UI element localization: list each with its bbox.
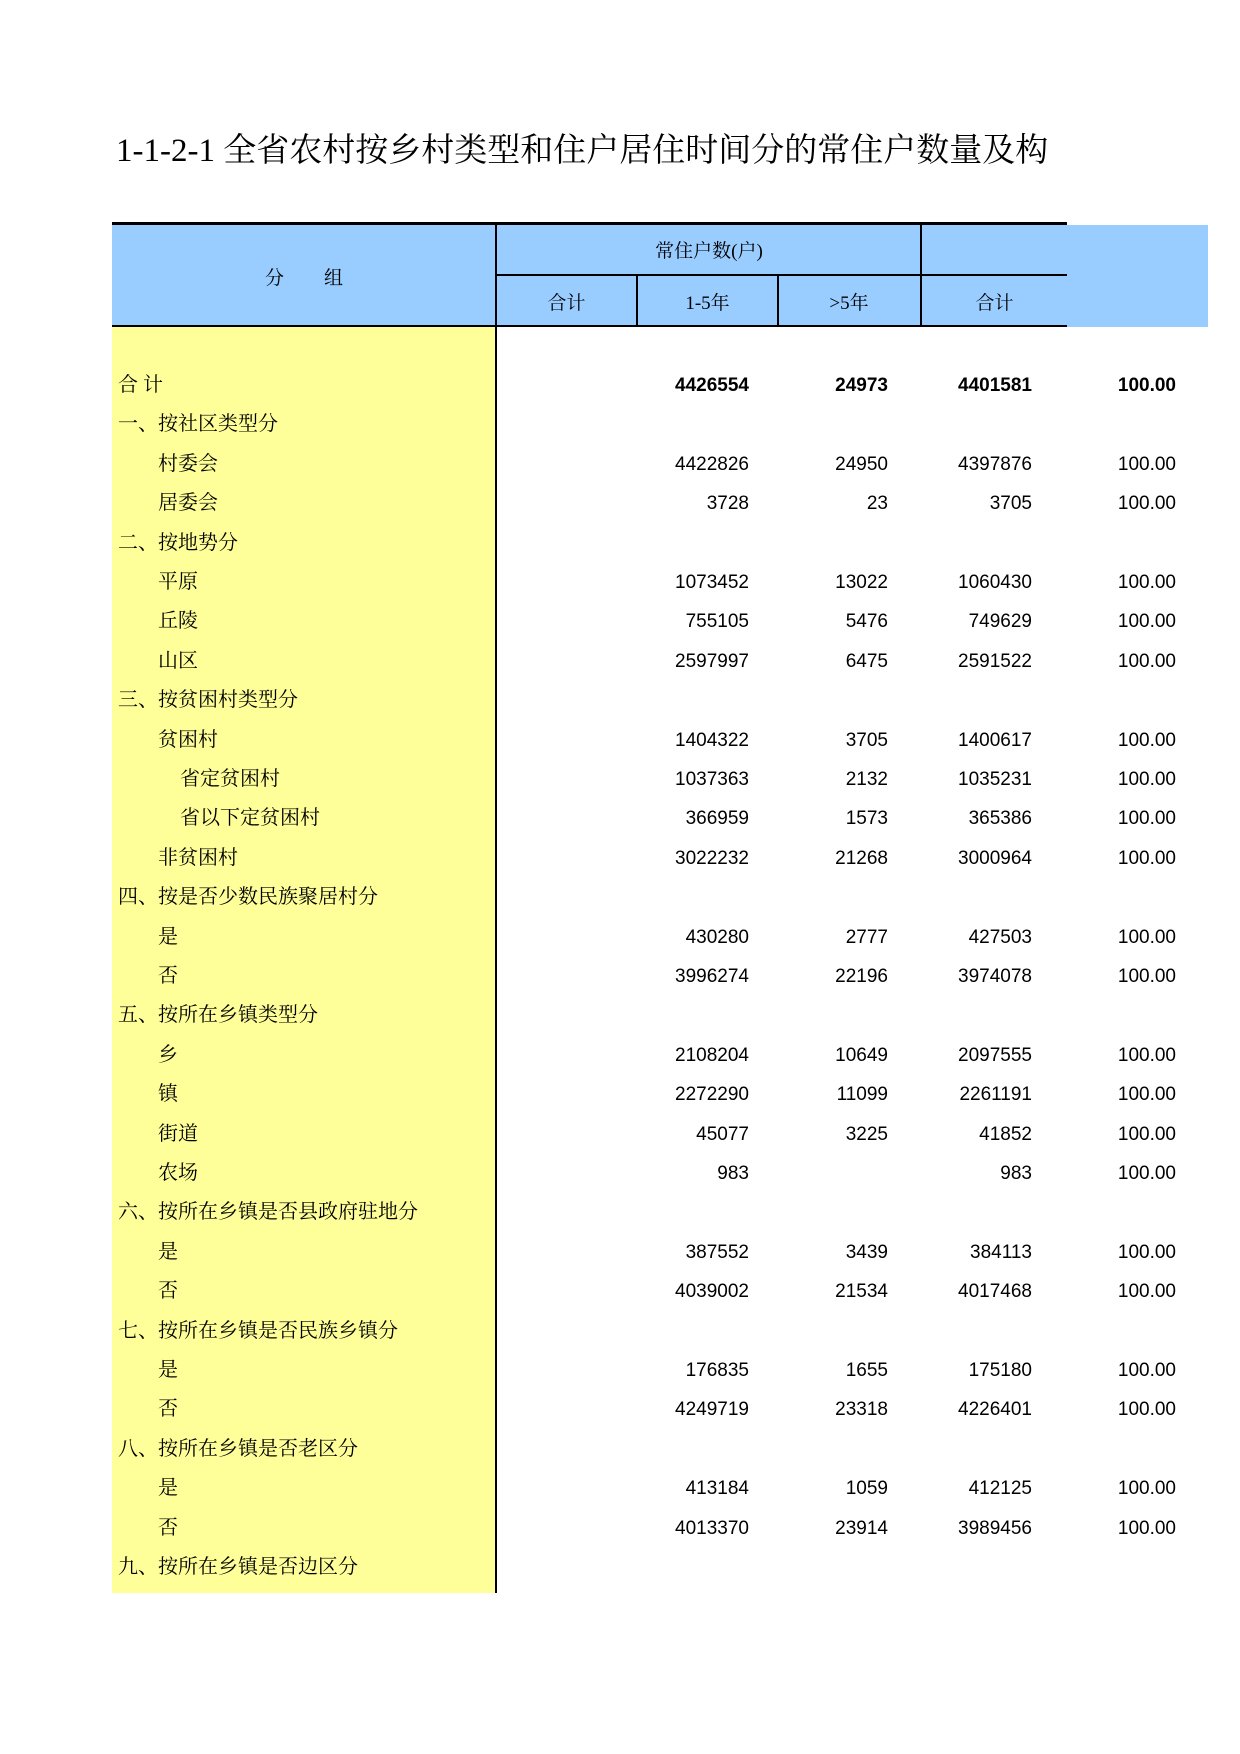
cell-total-pct — [1032, 524, 1176, 564]
header-divider — [636, 276, 638, 327]
cell-1-5-years — [749, 524, 888, 564]
cell-total-pct: 100.00 — [1117, 1517, 1176, 1539]
cell-1-5-years — [749, 1193, 888, 1233]
cell-1-5-years: 2132 — [845, 769, 888, 790]
cell-1-5-years: 23 — [866, 493, 888, 515]
cell-gt5-years: 2097555 — [958, 1044, 1032, 1066]
cell-1-5-years: 22196 — [835, 966, 888, 987]
cell-gt5-years: 3000964 — [958, 847, 1032, 869]
row-label: 农场 — [158, 1162, 198, 1184]
cell-total: 4422826 — [675, 453, 749, 475]
cell-total-pct: 100.00 — [1117, 1478, 1176, 1500]
row-label: 否 — [158, 1280, 178, 1303]
cell-total-pct — [1032, 1548, 1176, 1588]
cell-gt5-years: 4397876 — [958, 453, 1032, 475]
table-row — [112, 1115, 1176, 1155]
cell-gt5-years: 175180 — [968, 1360, 1032, 1381]
cell-gt5-years: 2591522 — [958, 650, 1032, 672]
cell-total-pct — [1032, 878, 1176, 918]
cell-gt5-years — [888, 1548, 1032, 1588]
row-label: 丘陵 — [158, 610, 198, 633]
cell-total — [504, 1430, 749, 1470]
cell-total — [504, 524, 749, 564]
cell-gt5-years: 2261191 — [959, 1084, 1032, 1106]
col-header-gt5-years: >5年 — [829, 293, 869, 314]
cell-total: 4249719 — [675, 1399, 749, 1421]
cell-1-5-years: 21268 — [835, 847, 888, 869]
cell-total: 3996274 — [675, 966, 749, 987]
table-row — [112, 957, 1176, 997]
cell-total: 1404322 — [675, 729, 749, 751]
cell-total-pct — [1032, 1312, 1176, 1352]
cell-total-pct: 100.00 — [1117, 966, 1176, 987]
cell-1-5-years: 1059 — [845, 1478, 888, 1500]
cell-gt5-years: 4226401 — [958, 1399, 1032, 1421]
cell-total — [504, 405, 749, 445]
cell-total-pct: 100.00 — [1117, 1241, 1176, 1263]
cell-total: 2597997 — [675, 650, 749, 672]
cell-1-5-years: 23318 — [835, 1399, 888, 1421]
cell-total: 3728 — [706, 493, 749, 515]
row-label: 山区 — [158, 649, 198, 672]
group-header — [112, 225, 496, 327]
cell-gt5-years — [888, 405, 1032, 445]
cell-total: 45077 — [696, 1123, 749, 1145]
table-row — [112, 1312, 1067, 1352]
cell-total-pct: 100.00 — [1117, 1360, 1176, 1381]
table-header — [112, 225, 1208, 327]
cell-total-pct: 100.00 — [1117, 729, 1176, 751]
cell-1-5-years: 21534 — [835, 1281, 888, 1303]
row-label: 贫困村 — [158, 728, 218, 751]
col-header-total-pct: 合计 — [975, 293, 1014, 314]
page-title: 1-1-2-1 全省农村按乡村类型和住户居住时间分的常住户数量及构 — [116, 133, 1049, 169]
row-label: 二、按地势分 — [118, 531, 238, 554]
row-label: 是 — [158, 1240, 178, 1263]
table-row — [112, 878, 1067, 918]
row-label: 居委会 — [158, 492, 218, 515]
row-label: 村委会 — [158, 452, 218, 475]
cell-gt5-years: 1060430 — [958, 572, 1032, 593]
cell-1-5-years — [749, 1548, 888, 1588]
cell-gt5-years: 3974078 — [958, 966, 1032, 987]
row-label: 四、按是否少数民族聚居村分 — [118, 886, 378, 909]
col-header-total: 合计 — [547, 293, 586, 314]
table-row — [112, 1430, 1067, 1470]
cell-gt5-years: 3989456 — [958, 1517, 1032, 1539]
cell-total: 4039002 — [675, 1281, 749, 1303]
header-divider — [496, 274, 1067, 276]
cell-1-5-years — [749, 878, 888, 918]
cell-gt5-years: 1035231 — [958, 769, 1032, 790]
cell-total-pct: 100.00 — [1117, 572, 1176, 593]
table-row — [112, 1351, 1176, 1391]
cell-total-pct: 100.00 — [1117, 650, 1176, 672]
row-label: 七、按所在乡镇是否民族乡镇分 — [118, 1319, 398, 1342]
cell-total: 176835 — [685, 1360, 749, 1381]
cell-total — [504, 681, 749, 721]
table-row — [112, 602, 1176, 642]
cell-total-pct: 100.00 — [1117, 453, 1176, 475]
cell-total: 983 — [717, 1163, 749, 1184]
table-row — [112, 799, 1176, 839]
row-label: 合 计 — [118, 374, 163, 396]
cell-gt5-years: 412125 — [968, 1478, 1032, 1500]
cell-1-5-years: 10649 — [835, 1044, 888, 1066]
row-label: 省以下定贫困村 — [180, 807, 320, 830]
cell-gt5-years: 4017468 — [958, 1281, 1032, 1303]
cell-1-5-years — [749, 681, 888, 721]
cell-1-5-years: 1655 — [845, 1360, 888, 1381]
cell-total-pct: 100.00 — [1117, 769, 1176, 790]
cell-total: 2108204 — [675, 1044, 749, 1066]
row-label: 五、按所在乡镇类型分 — [118, 1004, 318, 1027]
cell-total: 387552 — [685, 1241, 749, 1263]
cell-gt5-years: 365386 — [968, 808, 1032, 830]
cell-total-pct: 100.00 — [1117, 847, 1176, 869]
cell-1-5-years: 6475 — [845, 650, 888, 672]
cell-1-5-years: 2777 — [845, 926, 888, 948]
cell-gt5-years: 384113 — [970, 1241, 1032, 1263]
cell-1-5-years: 13022 — [835, 572, 888, 593]
cell-total-pct: 100.00 — [1117, 611, 1176, 633]
table-row — [112, 1469, 1176, 1509]
row-label: 非贫困村 — [158, 846, 238, 869]
cell-total-pct: 100.00 — [1117, 1399, 1176, 1421]
cell-1-5-years: 24973 — [835, 375, 888, 396]
cell-total: 430280 — [685, 926, 749, 948]
table-row — [112, 839, 1176, 879]
row-label: 是 — [158, 1477, 178, 1500]
table-row — [112, 563, 1176, 603]
cell-total-pct — [1032, 405, 1176, 445]
row-label: 三、按贫困村类型分 — [118, 689, 298, 712]
table-row — [112, 405, 1067, 445]
table-row — [112, 996, 1067, 1036]
cell-gt5-years — [888, 1312, 1032, 1352]
table-row — [112, 484, 1176, 524]
header-divider — [495, 225, 497, 327]
cell-total: 4013370 — [675, 1517, 749, 1539]
cell-total: 413184 — [685, 1478, 749, 1500]
table-row — [112, 524, 1067, 564]
table-row — [112, 1509, 1176, 1549]
table-row — [112, 1193, 1067, 1233]
cell-1-5-years: 3225 — [845, 1123, 888, 1145]
table-row — [112, 1075, 1176, 1115]
row-label: 一、按社区类型分 — [118, 413, 278, 436]
cell-total — [504, 878, 749, 918]
cell-total-pct: 100.00 — [1117, 493, 1176, 515]
group-header-right: 组 — [324, 267, 344, 289]
cell-total-pct — [1032, 1193, 1176, 1233]
cell-1-5-years — [749, 1154, 888, 1194]
cell-1-5-years: 1573 — [845, 808, 888, 830]
row-label: 否 — [158, 1398, 178, 1421]
row-label: 六、按所在乡镇是否县政府驻地分 — [118, 1201, 418, 1224]
group-header-left: 分 — [264, 267, 284, 289]
cell-gt5-years: 427503 — [968, 926, 1032, 948]
col-header-1-5-years: 1-5年 — [685, 293, 730, 314]
cell-total-pct — [1032, 681, 1176, 721]
cell-total: 2272290 — [675, 1084, 749, 1106]
cell-gt5-years: 983 — [1000, 1163, 1032, 1184]
table-row — [112, 642, 1176, 682]
table-row — [112, 1272, 1176, 1312]
row-label: 否 — [158, 965, 178, 987]
table-row — [112, 760, 1176, 800]
cell-1-5-years — [749, 1430, 888, 1470]
row-label: 街道 — [158, 1122, 198, 1145]
row-label: 平原 — [158, 571, 198, 593]
cell-total-pct: 100.00 — [1117, 375, 1176, 396]
row-label: 省定贫困村 — [180, 768, 280, 790]
households-header: 常住户数(户) — [655, 241, 763, 262]
row-label: 八、按所在乡镇是否老区分 — [118, 1437, 358, 1460]
cell-1-5-years: 5476 — [845, 611, 888, 633]
table-row — [112, 1036, 1176, 1076]
cell-gt5-years — [888, 1430, 1032, 1470]
table-row — [112, 681, 1067, 721]
cell-gt5-years: 4401581 — [958, 375, 1032, 396]
cell-total-pct: 100.00 — [1117, 808, 1176, 830]
cell-gt5-years: 1400617 — [958, 729, 1032, 751]
cell-total — [504, 1548, 749, 1588]
table-row — [112, 366, 1176, 406]
cell-1-5-years: 3439 — [845, 1241, 888, 1263]
cell-1-5-years — [749, 405, 888, 445]
row-label: 否 — [158, 1516, 178, 1539]
cell-total-pct: 100.00 — [1117, 1123, 1176, 1145]
cell-total: 3022232 — [675, 847, 749, 869]
cell-gt5-years — [888, 878, 1032, 918]
row-label: 是 — [158, 925, 178, 948]
table-row — [112, 721, 1176, 761]
cell-gt5-years — [888, 524, 1032, 564]
cell-1-5-years — [749, 996, 888, 1036]
cell-gt5-years: 749629 — [968, 611, 1032, 633]
cell-total-pct — [1032, 996, 1176, 1036]
row-label: 乡 — [158, 1043, 178, 1066]
table-row — [112, 1233, 1176, 1273]
row-label: 镇 — [158, 1083, 178, 1106]
table-row — [112, 445, 1176, 485]
table-row — [112, 1154, 1176, 1194]
cell-total-pct: 100.00 — [1117, 1163, 1176, 1184]
header-divider — [777, 276, 779, 327]
cell-total: 755105 — [685, 611, 749, 633]
cell-total: 4426554 — [675, 375, 749, 396]
cell-1-5-years: 11099 — [836, 1084, 888, 1106]
cell-total — [504, 1312, 749, 1352]
cell-total: 1073452 — [675, 572, 749, 593]
cell-total-pct: 100.00 — [1117, 926, 1176, 948]
cell-total: 366959 — [685, 808, 749, 830]
cell-total-pct: 100.00 — [1117, 1084, 1176, 1106]
cell-total — [504, 1193, 749, 1233]
cell-total-pct: 100.00 — [1117, 1281, 1176, 1303]
table-row — [112, 1548, 1067, 1588]
cell-total-pct — [1032, 1430, 1176, 1470]
cell-gt5-years: 41852 — [979, 1123, 1032, 1145]
cell-gt5-years — [888, 681, 1032, 721]
header-divider — [920, 225, 922, 327]
cell-total: 1037363 — [675, 769, 749, 790]
cell-1-5-years: 23914 — [835, 1517, 888, 1539]
cell-gt5-years: 3705 — [989, 493, 1032, 515]
cell-1-5-years: 3705 — [845, 729, 888, 751]
row-label: 九、按所在乡镇是否边区分 — [118, 1556, 358, 1578]
cell-gt5-years — [888, 996, 1032, 1036]
cell-gt5-years — [888, 1193, 1032, 1233]
cell-1-5-years — [749, 1312, 888, 1352]
cell-total-pct: 100.00 — [1117, 1044, 1176, 1066]
table-row — [112, 918, 1176, 958]
row-label: 是 — [158, 1359, 178, 1381]
cell-total — [504, 996, 749, 1036]
table-row — [112, 1390, 1176, 1430]
cell-1-5-years: 24950 — [835, 453, 888, 475]
